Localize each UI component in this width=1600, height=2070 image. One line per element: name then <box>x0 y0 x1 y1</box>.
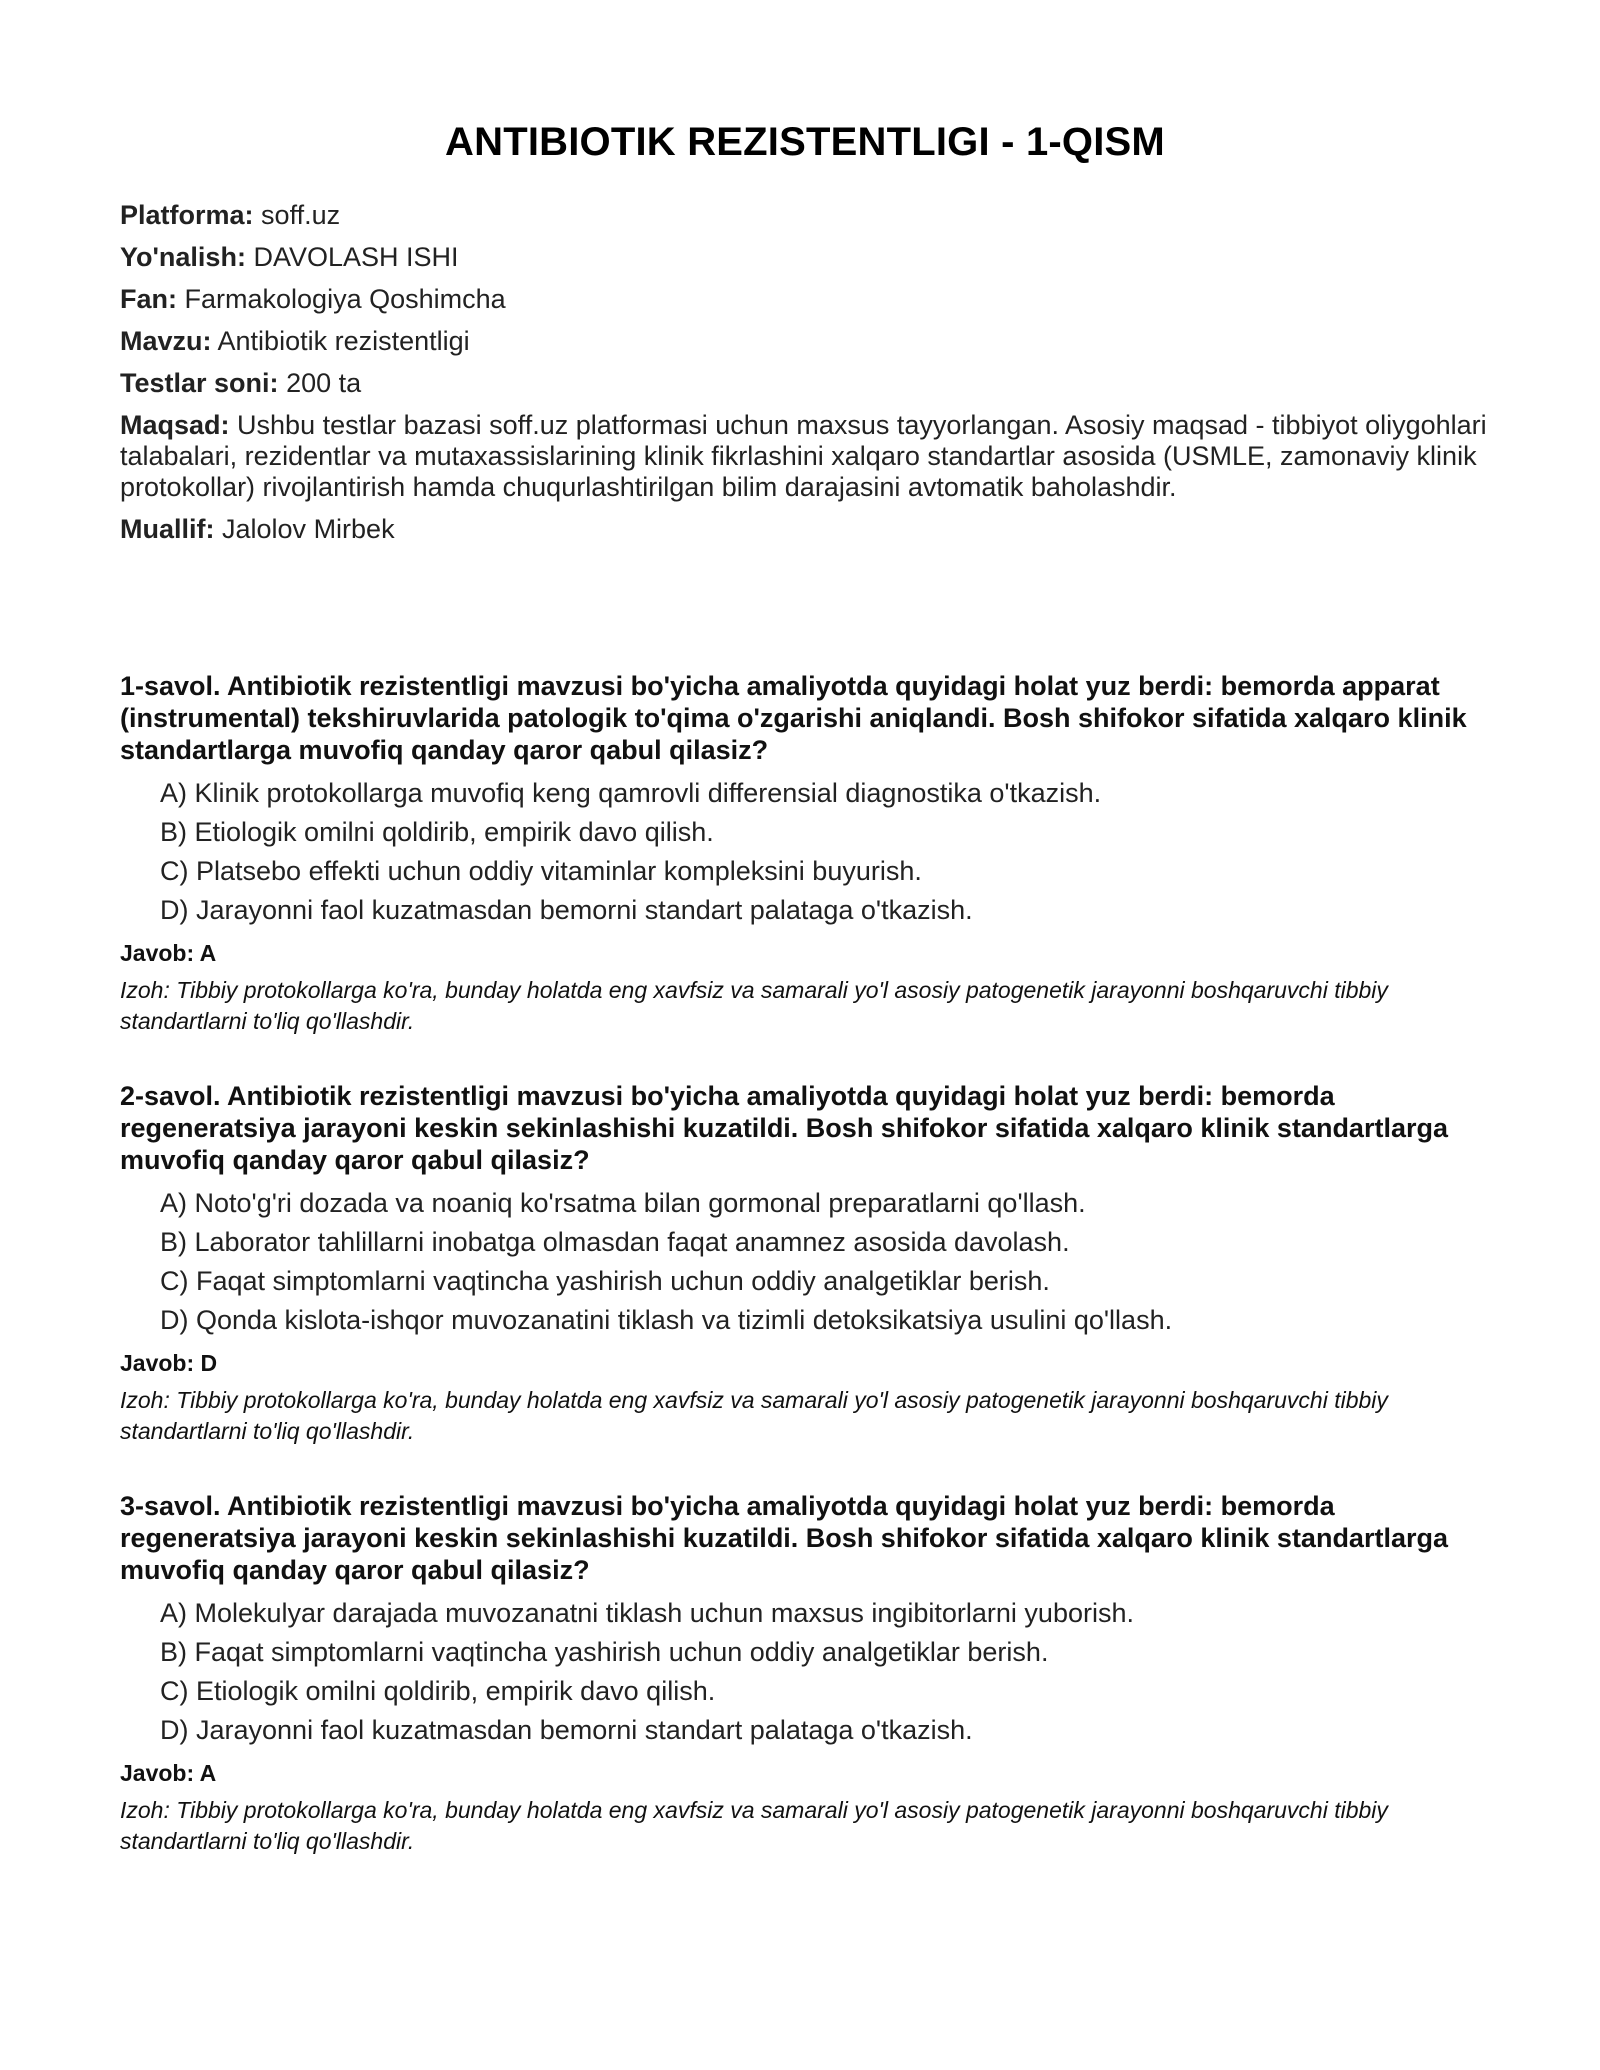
option-b: B) Etiologik omilni qoldirib, empirik davo qilish. <box>160 817 714 847</box>
meta-author-value: Jalolov Mirbek <box>222 514 395 544</box>
explanation-note: Izoh: Tibbiy protokollarga ko'ra, bunday holatda eng xavfsiz va samarali yo'l asosiy patogenetik jarayonni boshqaruvchi tibbiy standartlarni to'liq qo'llashdir. <box>120 1797 1388 1854</box>
option-d: D) Qonda kislota-ishqor muvozanatini tiklash va tizimli detoksikatsiya usulini qo'llash. <box>160 1305 1173 1335</box>
document-title: ANTIBIOTIK REZISTENTLIGI - 1-QISM <box>445 120 1165 164</box>
meta-test-count-label: Testlar soni: <box>120 368 279 398</box>
explanation-note: Izoh: Tibbiy protokollarga ko'ra, bunday holatda eng xavfsiz va samarali yo'l asosiy patogenetik jarayonni boshqaruvchi tibbiy standartlarni to'liq qo'llashdir. <box>120 977 1388 1034</box>
question-item <box>120 1490 1490 1900</box>
question-text: 2-savol. Antibiotik rezistentligi mavzusi bo'yicha amaliyotda quyidagi holat yuz berdi: bemorda regeneratsiya jarayoni keskin sekinlashishi kuzatildi. Bosh shifokor sifatida xalqaro klinik standartlarga muvofiq qanday qaror qabul qilasiz? <box>120 1081 1448 1175</box>
question-text: 1-savol. Antibiotik rezistentligi mavzusi bo'yicha amaliyotda quyidagi holat yuz berdi: bemorda apparat (instrumental) tekshiruvlarida patologik to'qima o'zgarishi aniqlandi. Bosh shifokor sifatida xalqaro klinik standartlarga muvofiq qanday qaror qabul qilasiz? <box>120 671 1467 765</box>
option-d: D) Jarayonni faol kuzatmasdan bemorni standart palataga o'tkazish. <box>160 895 973 925</box>
correct-answer: Javob: A <box>120 940 217 966</box>
meta-platform <box>120 200 1490 231</box>
meta-subject-value: Farmakologiya Qoshimcha <box>184 284 506 314</box>
meta-author-label: Muallif: <box>120 514 215 544</box>
meta-direction <box>120 242 1490 273</box>
explanation-note: Izoh: Tibbiy protokollarga ko'ra, bunday holatda eng xavfsiz va samarali yo'l asosiy patogenetik jarayonni boshqaruvchi tibbiy standartlarni to'liq qo'llashdir. <box>120 1387 1388 1444</box>
meta-subject-label: Fan: <box>120 284 177 314</box>
meta-platform-value: soff.uz <box>261 200 341 230</box>
meta-direction-label: Yo'nalish: <box>120 242 246 272</box>
correct-answer: Javob: A <box>120 1760 217 1786</box>
option-d: D) Jarayonni faol kuzatmasdan bemorni standart palataga o'tkazish. <box>160 1715 973 1745</box>
meta-topic <box>120 326 1490 357</box>
correct-answer: Javob: D <box>120 1350 218 1376</box>
meta-author <box>120 514 1490 545</box>
meta-topic-value: Antibiotik rezistentligi <box>217 326 470 356</box>
answer-options <box>160 1598 1490 1746</box>
question-list <box>120 670 1490 1900</box>
question-item <box>120 1080 1490 1490</box>
meta-subject <box>120 284 1490 315</box>
option-a: A) Noto'g'ri dozada va noaniq ko'rsatma bilan gormonal preparatlarni qo'llash. <box>160 1188 1086 1218</box>
meta-platform-label: Platforma: <box>120 200 254 230</box>
meta-direction-value: DAVOLASH ISHI <box>253 242 459 272</box>
meta-goal <box>120 410 1490 503</box>
meta-test-count-value: 200 ta <box>286 368 362 398</box>
document-metadata <box>120 200 1490 556</box>
option-c: C) Faqat simptomlarni vaqtincha yashirish uchun oddiy analgetiklar berish. <box>160 1266 1050 1296</box>
option-c: C) Platsebo effekti uchun oddiy vitaminlar kompleksini buyurish. <box>160 856 922 886</box>
option-c: C) Etiologik omilni qoldirib, empirik davo qilish. <box>160 1676 716 1706</box>
question-text: 3-savol. Antibiotik rezistentligi mavzusi bo'yicha amaliyotda quyidagi holat yuz berdi: bemorda regeneratsiya jarayoni keskin sekinlashishi kuzatildi. Bosh shifokor sifatida xalqaro klinik standartlarga muvofiq qanday qaror qabul qilasiz? <box>120 1491 1448 1585</box>
meta-goal-value: Ushbu testlar bazasi soff.uz platformasi uchun maxsus tayyorlangan. Asosiy maqsad - tibbiyot oliygohlari talabalari, rezidentlar va mutaxassislarining klinik fikrlashini xalqaro standartlar asosida (USMLE, zamonaviy klinik protokollar) rivojlantirish hamda chuqurlashtirilgan bilim darajasini avtomatik baholashdir. <box>120 410 1487 502</box>
answer-options <box>160 1188 1490 1336</box>
question-item <box>120 670 1490 1080</box>
option-b: B) Laborator tahlillarni inobatga olmasdan faqat anamnez asosida davolash. <box>160 1227 1070 1257</box>
meta-goal-label: Maqsad: <box>120 410 230 440</box>
option-b: B) Faqat simptomlarni vaqtincha yashirish uchun oddiy analgetiklar berish. <box>160 1637 1049 1667</box>
meta-topic-label: Mavzu: <box>120 326 212 356</box>
option-a: A) Klinik protokollarga muvofiq keng qamrovli differensial diagnostika o'tkazish. <box>160 778 1102 808</box>
meta-test-count <box>120 368 1490 399</box>
option-a: A) Molekulyar darajada muvozanatni tiklash uchun maxsus ingibitorlarni yuborish. <box>160 1598 1134 1628</box>
answer-options <box>160 778 1490 926</box>
